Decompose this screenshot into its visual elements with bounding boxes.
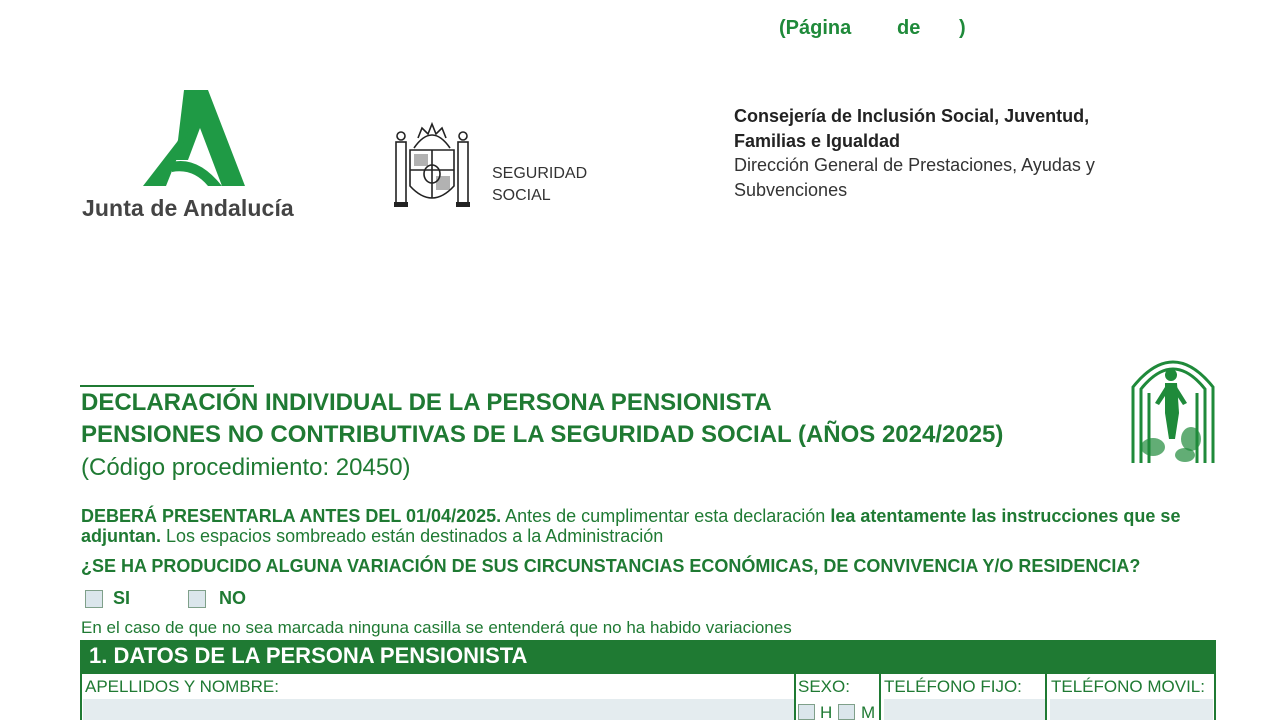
section-title: 1. DATOS DE LA PERSONA PENSIONISTA (89, 643, 528, 668)
sexo-label: SEXO: (798, 677, 850, 696)
telefono-fijo-input[interactable] (884, 699, 1045, 720)
variation-si-checkbox[interactable] (85, 590, 103, 608)
ss-line1: SEGURIDAD (492, 165, 588, 182)
direccion-line1: Dirección General de Prestaciones, Ayudas y (734, 155, 1095, 175)
field-divider (1045, 674, 1047, 720)
page-counter-close: ) (959, 17, 966, 39)
consejeria-line2: Familias e Igualdad (734, 130, 901, 151)
deadline-bold: DEBERÁ PRESENTARLA ANTES DEL 01/04/2025. (81, 506, 502, 526)
document-title: DECLARACIÓN INDIVIDUAL DE LA PERSONA PENSIONISTA (81, 389, 772, 416)
direccion-line2: Subvenciones (734, 179, 848, 200)
telefono-movil-input[interactable] (1050, 699, 1213, 720)
deadline-text2: Los espacios sombreado están destinados a la Administración (161, 526, 664, 546)
variation-no-label: NO (219, 588, 246, 608)
consejeria-line1: Consejería de Inclusión Social, Juventud, (734, 106, 1090, 126)
page-counter-de: de (897, 17, 921, 39)
title-rule (80, 385, 254, 387)
variation-question: ¿SE HA PRODUCIDO ALGUNA VARIACIÓN DE SUS CIRCUNSTANCIAS ECONÓMICAS, DE CONVIVENCIA Y/O RESIDENCIA? (81, 556, 1141, 576)
sexo-h-label: H (820, 703, 833, 722)
page-counter-label: (Página (779, 17, 852, 39)
sexo-m-checkbox[interactable] (838, 704, 855, 720)
apellidos-label: APELLIDOS Y NOMBRE: (85, 677, 279, 696)
andalucia-emblem-icon (1129, 343, 1217, 465)
seguridad-social-label (492, 163, 587, 207)
field-divider (879, 674, 881, 720)
document-subtitle: PENSIONES NO CONTRIBUTIVAS DE LA SEGURIDAD SOCIAL (AÑOS 2024/2025) (81, 421, 1004, 448)
telefono-fijo-label: TELÉFONO FIJO: (884, 677, 1022, 696)
field-divider (794, 674, 796, 720)
deadline-bold2: lea atentamente las instrucciones que se adjuntan. (81, 506, 1181, 546)
variation-si-label: SI (113, 588, 131, 608)
ss-line2: SOCIAL (492, 187, 551, 204)
page-counter (779, 17, 966, 40)
variation-note: En el caso de que no sea marcada ninguna casilla se entenderá que no ha habido variaciones (81, 618, 792, 637)
junta-name: Junta de Andalucía (82, 195, 294, 221)
deadline-instructions (81, 506, 1221, 546)
sexo-h-checkbox[interactable] (798, 704, 815, 720)
apellidos-input[interactable] (83, 699, 794, 720)
variation-no-checkbox[interactable] (188, 590, 206, 608)
coat-of-arms-icon (388, 120, 476, 212)
deadline-text1: Antes de cumplimentar esta declaración (501, 506, 831, 526)
procedure-code: (Código procedimiento: 20450) (81, 454, 411, 481)
sexo-m-label: M (861, 703, 876, 722)
consejeria-block (734, 104, 1154, 202)
telefono-movil-label: TELÉFONO MOVIL: (1051, 677, 1205, 696)
